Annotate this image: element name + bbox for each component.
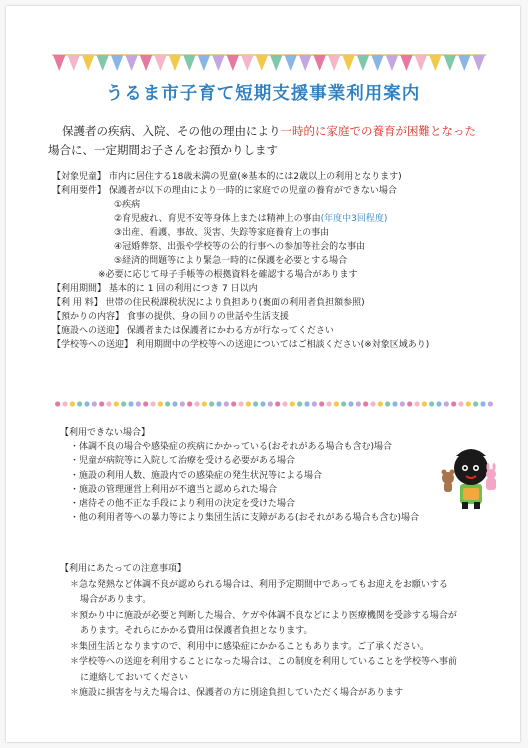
bunting-flag [444, 55, 456, 71]
divider-dot [414, 401, 419, 406]
divider-dot [55, 401, 60, 406]
bunting-flag [357, 55, 369, 71]
bunting-flag [400, 55, 412, 71]
divider-dot [172, 401, 177, 406]
divider-dot [246, 401, 251, 406]
divider-dot [348, 401, 353, 406]
reason-2-note: (年度中3回程度) [320, 214, 388, 224]
unavailable-item: ・体調不良の場合や感染症の疾病にかかっている(おそれがある場合も含む)場合 [70, 442, 393, 453]
caution-item-cont: に連絡しておいてください [80, 672, 189, 683]
divider-dot [334, 401, 339, 406]
usage-period: 【利用期間】 基本的に 1 回の利用につき 7 日以内 [52, 284, 258, 294]
divider-dot [378, 401, 383, 406]
divider-dot [429, 401, 434, 406]
divider-dot [92, 401, 97, 406]
bunting-flag [154, 55, 166, 71]
divider-dot [451, 401, 456, 406]
divider-dot [385, 401, 390, 406]
divider-dot [312, 401, 317, 406]
document-page [6, 6, 520, 742]
care-content: 【預かりの内容】 食事の提供、身の回りの世話や生活支援 [52, 312, 289, 322]
reason-3: ③出産、看護、事故、災害、失踪等家庭養育上の事由 [114, 228, 330, 238]
divider-dot [319, 401, 324, 406]
unavailable-item: ・施設の管理運営上利用が不適当と認められた場合 [70, 484, 278, 495]
divider-dot [143, 401, 148, 406]
bunting-flag [299, 55, 311, 71]
divider-dot [458, 401, 463, 406]
bunting-flag [111, 55, 123, 71]
divider-dot [165, 401, 170, 406]
unavailable-heading: 【利用できない場合】 [60, 428, 151, 438]
divider-dot [473, 401, 478, 406]
divider-dot [268, 401, 273, 406]
bunting-flag [96, 55, 108, 71]
bunting-flag [256, 55, 268, 71]
unavailable-item: ・虐待その他不正な手段により利用の決定を受けた場合 [70, 499, 296, 510]
bunting-flag [328, 55, 340, 71]
divider-dot [238, 401, 243, 406]
divider-dot [158, 401, 163, 406]
divider-dot [370, 401, 375, 406]
caution-item: ＊集団生活となりますので、利用中に感染症にかかることもあります。ご了承ください。 [70, 641, 430, 652]
bunting-flag [415, 55, 427, 71]
bunting-flag [183, 55, 195, 71]
bunting-flag [371, 55, 383, 71]
divider-dot [341, 401, 346, 406]
usage-requirements: 【利用要件】 保護者が以下の理由により一時的に家庭での児童の養育ができない場合 [52, 186, 397, 196]
bunting-flag [212, 55, 224, 71]
divider-dot [304, 401, 309, 406]
bunting-decoration [52, 53, 486, 75]
info-section [52, 170, 502, 352]
divider-dot [363, 401, 368, 406]
intro-text [48, 122, 492, 160]
divider-dot [194, 401, 199, 406]
divider-dot [216, 401, 221, 406]
divider-dot [422, 401, 427, 406]
target-children: 【対象児童】 市内に居住する18歳未満の児童(※基本的には2歳以上の利用となります) [52, 172, 402, 182]
cautions-heading: 【利用にあたっての注意事項】 [60, 564, 187, 574]
bunting-flag [67, 55, 79, 71]
reason-4: ④冠婚葬祭、出張や学校等の公的行事への参加等社会的な事由 [114, 242, 366, 252]
divider-dot [84, 401, 89, 406]
bunting-flag [270, 55, 282, 71]
bunting-flag [313, 55, 325, 71]
caution-item-cont: あります。それらにかかる費用は保護者負担となります。 [80, 626, 313, 636]
divider-dot [275, 401, 280, 406]
requirements-note: ※必要に応じて母子手帳等の根拠資料を確認する場合があります [98, 270, 358, 280]
intro-highlight: 一時的に家庭での養育が困難となった [280, 124, 476, 138]
bunting-flag [342, 55, 354, 71]
bunting-flag [227, 55, 239, 71]
usage-fee: 【利 用 料】 世帯の住民税課税状況により負担あり(裏面の利用者負担額参照) [52, 298, 365, 308]
divider-dot [209, 401, 214, 406]
caution-item: ＊急な発熱など体調不良が認められる場合は、利用予定期間中であってもお迎えをお願いする [70, 579, 448, 590]
unavailable-item: ・施設の利用人数、施設内での感染症の発生状況等による場合 [70, 470, 323, 481]
bunting-flag [241, 55, 253, 71]
divider-dot [70, 401, 75, 406]
bunting-flag [82, 55, 94, 71]
dotted-divider [54, 399, 494, 409]
bunting-flag [284, 55, 296, 71]
divider-dot [136, 401, 141, 406]
divider-dot [488, 401, 493, 406]
reason-2: ②育児疲れ、育児不安等身体上または精神上の事由(年度中3回程度) [114, 214, 388, 224]
divider-dot [392, 401, 397, 406]
page-title: うるま市子育て短期支援事業利用案内 [105, 84, 421, 104]
school-transport: 【学校等への送迎】 利用期間中の学校等への送迎についてはご相談ください(※対象区域あり) [52, 340, 430, 350]
divider-dot [202, 401, 207, 406]
divider-dot [231, 401, 236, 406]
unavailable-item: ・他の利用者等への暴力等により集団生活に支障がある(おそれがある場合も含む)場合 [70, 513, 420, 524]
divider-dot [128, 401, 133, 406]
divider-dot [436, 401, 441, 406]
bunting-flag [386, 55, 398, 71]
divider-dot [187, 401, 192, 406]
divider-dot [114, 401, 119, 406]
divider-dot [260, 401, 265, 406]
divider-dot [62, 401, 67, 406]
intro-part2: 場合に、一定期間お子さんをお預かりします [48, 143, 278, 157]
mascot-illustration [438, 438, 498, 510]
divider-dot [150, 401, 155, 406]
divider-dot [400, 401, 405, 406]
bunting-flag [125, 55, 137, 71]
divider-dot [106, 401, 111, 406]
caution-item: ＊学校等への送迎を利用することになった場合は、この制度を利用していることを学校等へ事前 [70, 657, 458, 667]
caution-item: ＊預かり中に施設が必要と判断した場合、ケガや体調不良などにより医療機関を受診する場合が [70, 610, 457, 621]
bunting-flag [53, 55, 65, 71]
bunting-flag [198, 55, 210, 71]
bunting-flag [169, 55, 181, 71]
unavailable-section [60, 426, 480, 525]
divider-dot [121, 401, 126, 406]
divider-dot [253, 401, 258, 406]
cautions-section [60, 562, 500, 702]
bunting-flag [458, 55, 470, 71]
facility-transport: 【施設への送迎】 保護者または保護者にかわる方が行なってください [52, 326, 334, 336]
divider-dot [466, 401, 471, 406]
caution-item: ＊施設に損害を与えた場合は、保護者の方に別途負担していただく場合があります [70, 688, 404, 698]
reason-5: ⑤経済的問題等により緊急一時的に保護を必要とする場合 [114, 256, 348, 266]
divider-dot [297, 401, 302, 406]
divider-dot [407, 401, 412, 406]
bunting-flag [429, 55, 441, 71]
bunting-flag [140, 55, 152, 71]
divider-dot [356, 401, 361, 406]
divider-dot [290, 401, 295, 406]
unavailable-item: ・児童が病院等に入院して治療を受ける必要がある場合 [70, 456, 296, 467]
divider-dot [444, 401, 449, 406]
divider-dot [480, 401, 485, 406]
divider-dot [224, 401, 229, 406]
divider-dot [282, 401, 287, 406]
caution-item-cont: 場合があります。 [80, 595, 152, 605]
reason-1: ①疾病 [114, 200, 141, 210]
divider-dot [77, 401, 82, 406]
divider-dot [99, 401, 104, 406]
divider-dot [326, 401, 331, 406]
divider-dot [180, 401, 185, 406]
intro-part1: 保護者の疾病、入院、その他の理由により [62, 124, 281, 138]
bunting-flag [473, 55, 485, 71]
